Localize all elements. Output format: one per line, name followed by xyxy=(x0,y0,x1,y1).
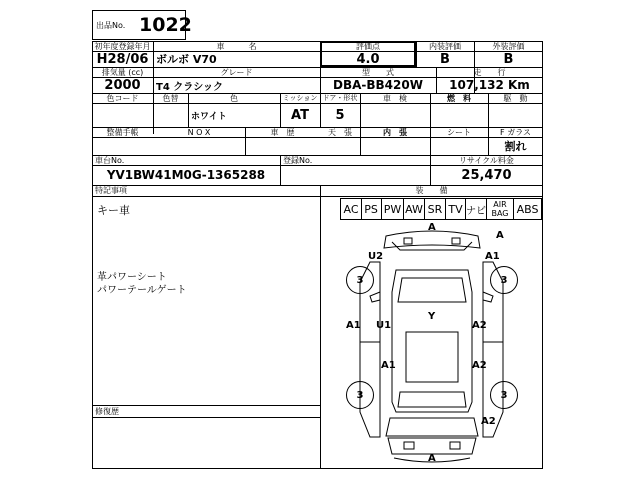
recycle-value: 25,470 xyxy=(461,167,512,183)
damage-label: Y xyxy=(428,311,436,322)
mileage-header: 走 行 xyxy=(473,67,506,77)
color-header: 色 xyxy=(230,93,238,103)
color-value: ホワイト xyxy=(191,111,227,122)
chassis-value: YV1BW41M0G-1365288 xyxy=(106,168,266,182)
damage-label: A xyxy=(428,453,436,464)
lot-label: 出品No. xyxy=(96,21,126,30)
model-header: 型 式 xyxy=(362,67,394,77)
lot-number: 1022 xyxy=(139,14,192,36)
score-value: 4.0 xyxy=(356,51,380,67)
damage-label: A1 xyxy=(346,320,361,331)
grade-value: T4 クラシック xyxy=(156,81,224,93)
damage-label: A1 xyxy=(485,251,500,262)
damage-label: U2 xyxy=(368,251,384,262)
fuel-header: 燃 料 xyxy=(447,93,471,103)
doors-value: 5 xyxy=(335,107,345,123)
special-note: キー車 xyxy=(97,204,130,217)
colorcode-header: 色コード xyxy=(106,93,139,103)
equip-aw: AW xyxy=(404,198,425,220)
lot-box xyxy=(92,10,192,40)
wheel-front-right: 3 xyxy=(490,266,518,294)
special-header: 特記事項 xyxy=(95,186,127,195)
damage-label: A2 xyxy=(472,360,487,371)
interior-value: B xyxy=(440,51,450,67)
wheel-front-left: 3 xyxy=(346,266,374,294)
model-value: DBA-BB420W xyxy=(333,78,423,92)
equip-tv: TV xyxy=(446,198,466,220)
name-value: ボルボ V70 xyxy=(156,53,217,66)
reg-value: H28/06 xyxy=(96,51,149,67)
cc-value: 2000 xyxy=(104,77,141,93)
grade-header: グレード xyxy=(220,67,253,77)
damage-label: A2 xyxy=(481,416,496,427)
option-1: 革パワーシート xyxy=(97,272,167,283)
name-header: 車 名 xyxy=(216,41,257,51)
recycle-header: リサイクル料金 xyxy=(459,155,514,165)
equip-sr: SR xyxy=(425,198,446,220)
equip-navi: ナビ xyxy=(466,198,487,220)
interior-header: 内装評価 xyxy=(429,41,461,51)
colorrep-header: 色替 xyxy=(162,93,179,103)
seat-header: シート xyxy=(447,127,471,137)
regno-header: 登録No. xyxy=(283,155,313,165)
chassis-header: 車台No. xyxy=(95,155,125,165)
damage-label: A2 xyxy=(472,320,487,331)
drive-header: 駆 動 xyxy=(503,93,528,103)
inspection-header: 車 検 xyxy=(383,93,407,103)
interior-trim-header: 内 張 xyxy=(383,127,407,137)
car-diagram xyxy=(320,222,543,468)
equip-ps: PS xyxy=(361,198,382,220)
score-header: 評価点 xyxy=(356,41,380,51)
repair-header: 修復歴 xyxy=(95,407,119,416)
equip-pw: PW xyxy=(382,198,404,220)
equipment-row xyxy=(320,196,543,222)
equipment-header: 装 備 xyxy=(415,186,448,195)
cc-header: 排気量 (cc) xyxy=(101,67,144,77)
wheel-rear-right: 3 xyxy=(490,381,518,409)
mission-value: AT xyxy=(291,107,309,123)
doors-header: ドア・形状 xyxy=(322,94,358,102)
wheel-rear-left: 3 xyxy=(346,381,374,409)
option-2: パワーテールゲート xyxy=(97,285,187,296)
roof-header: 天 張 xyxy=(328,127,352,137)
damage-label: A xyxy=(496,230,504,241)
fglass-header: F ガラス xyxy=(500,127,531,137)
history-header: 車 歴 xyxy=(270,127,295,137)
mission-header: ミッション xyxy=(282,94,318,102)
equip-abs: ABS xyxy=(514,198,542,220)
nox-header: N O X xyxy=(187,127,211,137)
exterior-header: 外装評価 xyxy=(492,41,525,51)
damage-label: U1 xyxy=(376,320,392,331)
exterior-value: B xyxy=(503,51,514,67)
manual-header: 整備手帳 xyxy=(106,127,139,137)
mileage-value: 107,132 Km xyxy=(449,78,530,92)
equip-ac: AC xyxy=(340,198,362,220)
damage-label: A xyxy=(428,222,436,233)
damage-label: A1 xyxy=(381,360,396,371)
fglass-value: 割れ xyxy=(504,140,527,153)
equip-airbag: AIR BAG xyxy=(487,198,514,220)
reg-header: 初年度登録年月 xyxy=(94,41,151,51)
